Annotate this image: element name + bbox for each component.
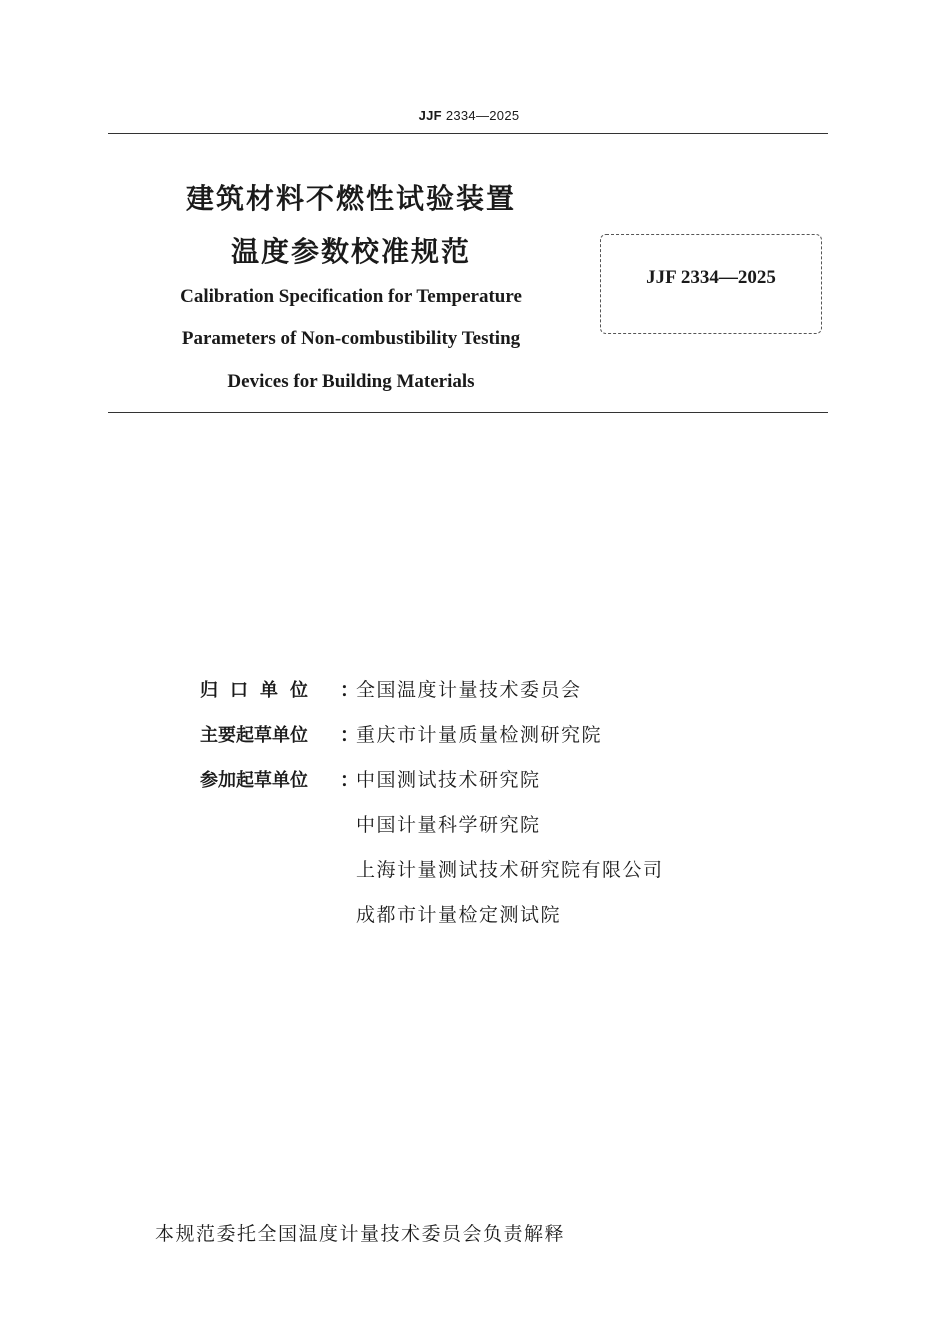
label-colon: ： <box>340 769 360 791</box>
title-rule <box>108 412 828 413</box>
standard-code-box <box>600 234 822 334</box>
header-rule <box>108 133 828 134</box>
title-cn-line2: 温度参数校准规范 <box>230 235 471 268</box>
participating-drafter-item <box>356 813 541 837</box>
interpretation-note: 本规范委托全国温度计量技术委员会负责解释 <box>155 1223 566 1245</box>
participating-drafter-row <box>200 768 541 793</box>
main-drafter-label: 主要起草单位 <box>200 725 308 746</box>
label-colon: ： <box>340 679 360 701</box>
label-colon: ： <box>340 724 360 746</box>
participating-drafter-label: 参加起草单位 <box>200 770 308 791</box>
participating-drafter-item <box>356 858 664 882</box>
title-en-line1: Calibration Specification for Temperature <box>180 286 522 307</box>
title-en-line3: Devices for Building Materials <box>227 371 475 392</box>
header-code-number: 2334—2025 <box>445 108 520 123</box>
participating-drafter-value: 中国计量科学研究院 <box>356 814 541 836</box>
participating-drafter-value: 中国测试技术研究院 <box>356 769 541 791</box>
participating-drafter-value: 成都市计量检定测试院 <box>356 904 562 926</box>
responsible-unit-label: 归口单位 <box>200 680 320 701</box>
main-drafter-row <box>200 723 602 748</box>
header-code-prefix: JJF <box>418 108 442 123</box>
running-header-code <box>0 108 938 123</box>
responsible-unit-value: 全国温度计量技术委员会 <box>356 679 582 701</box>
title-cn-line1: 建筑材料不燃性试验装置 <box>185 182 516 215</box>
main-drafter-value: 重庆市计量质量检测研究院 <box>356 724 603 746</box>
participating-drafter-value: 上海计量测试技术研究院有限公司 <box>356 859 664 881</box>
participating-drafter-item <box>356 903 561 927</box>
title-en-line2: Parameters of Non-combustibility Testing <box>181 328 521 349</box>
responsible-unit-row <box>200 678 582 703</box>
standard-code: JJF 2334—2025 <box>646 267 776 288</box>
